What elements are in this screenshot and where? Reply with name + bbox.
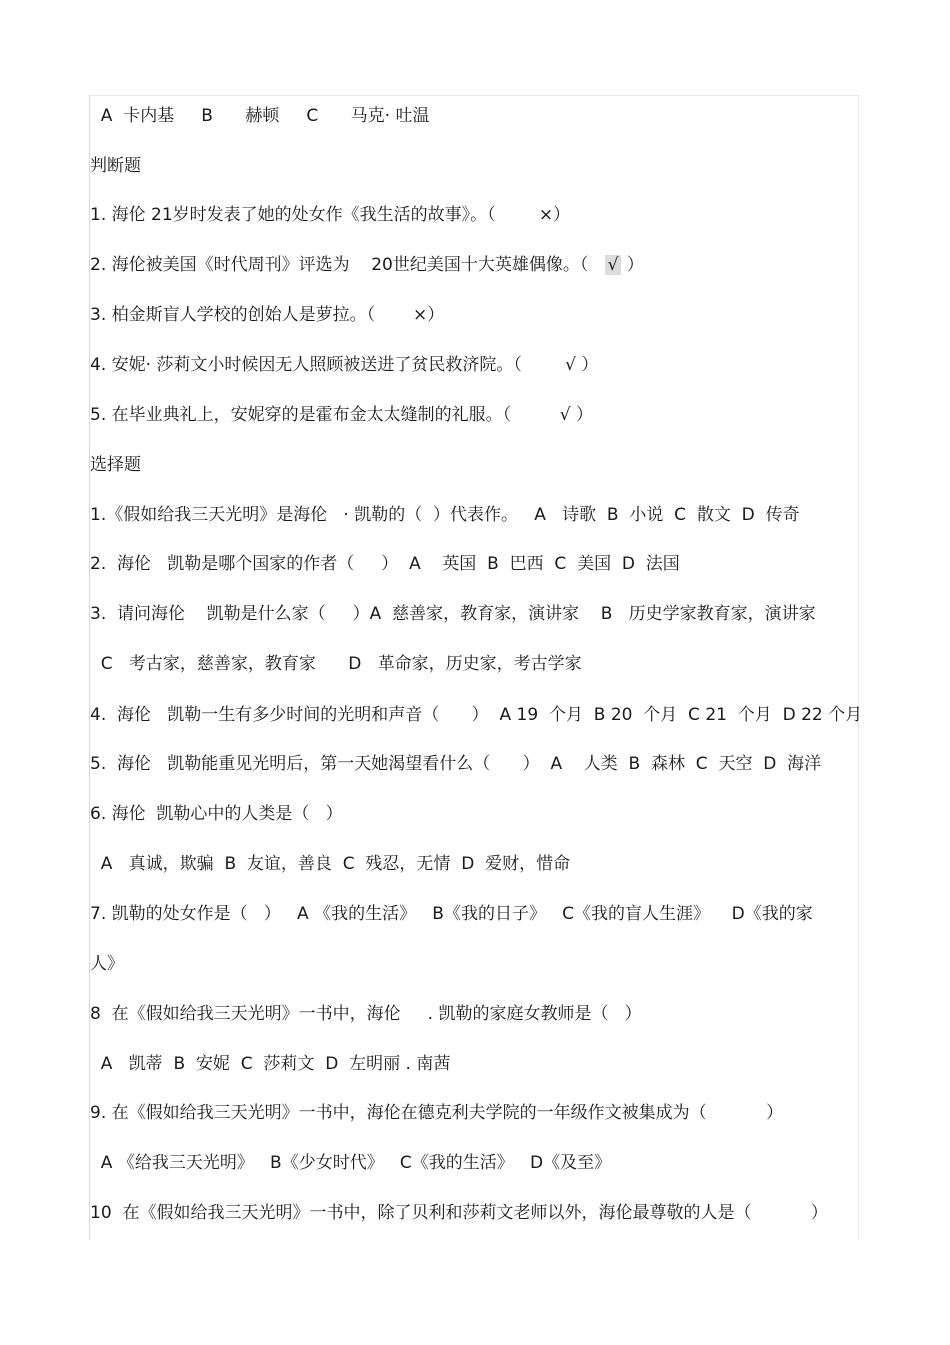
choice-item-9-options: A 《给我三天光明》 B《少女时代》 C《我的生活》 D《及至》: [90, 1153, 612, 1173]
judgment-item-2: [90, 254, 860, 276]
choice-item-3-cont: C 考古家，慈善家，教育家 D 革命家，历史家，考古学家: [90, 654, 582, 674]
choice-item-7: 7. 凯勒的处女作是（ ） A 《我的生活》 B《我的日子》 C《我的盲人生涯》 D《我的家: [90, 904, 813, 924]
answer-options-line: A 卡内基 B 赫顿 C 马克· 吐温: [90, 106, 430, 126]
section-heading-judgment: 判断题: [90, 156, 141, 176]
section-heading-choice: 选择题: [90, 455, 141, 475]
judgment-item-1: 1. 海伦 21岁时发表了她的处女作《我生活的故事》。（ ×）: [90, 205, 571, 225]
choice-item-2: 2. 海伦 凯勒是哪个国家的作者（ ） A 英国 B 巴西 C 美国 D 法国: [90, 554, 680, 574]
choice-item-1: 1.《假如给我三天光明》是海伦 · 凯勒的（ ）代表作。 A 诗歌 B 小说 C 散文 D 传奇: [90, 505, 800, 525]
check-mark-highlight: √: [605, 255, 622, 275]
choice-item-6: 6. 海伦 凯勒心中的人类是（ ）: [90, 804, 343, 824]
choice-item-7-cont: 人》: [90, 954, 124, 974]
judgment-item-2-close: ）: [621, 255, 644, 275]
choice-item-8-options: A 凯蒂 B 安妮 C 莎莉文 D 左明丽 . 南茜: [90, 1054, 451, 1074]
judgment-item-4: 4. 安妮· 莎莉文小时候因无人照顾被送进了贫民救济院。（ √ ）: [90, 355, 599, 375]
choice-item-5: 5. 海伦 凯勒能重见光明后，第一天她渴望看什么（ ） A 人类 B 森林 C 天空 D 海洋: [90, 754, 822, 774]
choice-item-4: 4. 海伦 凯勒一生有多少时间的光明和声音（ ） A 19 个月 B 20 个月 C 21 个月 D 22 个月: [90, 705, 863, 725]
choice-item-3: 3. 请问海伦 凯勒是什么家（ ）A 慈善家，教育家，演讲家 B 历史学家教育家，演讲家: [90, 604, 816, 624]
choice-item-8: 8 在《假如给我三天光明》一书中，海伦 . 凯勒的家庭女教师是（ ）: [90, 1004, 642, 1024]
choice-item-6-options: A 真诚，欺骗 B 友谊，善良 C 残忍，无情 D 爱财，惜命: [90, 854, 571, 874]
choice-item-10: 10 在《假如给我三天光明》一书中，除了贝利和莎莉文老师以外，海伦最尊敬的人是（ ）: [90, 1203, 828, 1223]
judgment-item-2-text: 2. 海伦被美国《时代周刊》评选为 20世纪美国十大英雄偶像。（: [90, 255, 605, 275]
judgment-item-5: 5. 在毕业典礼上，安妮穿的是霍布金太太缝制的礼服。（ √ ）: [90, 405, 593, 425]
judgment-item-3: 3. 柏金斯盲人学校的创始人是萝拉。（ ×）: [90, 305, 445, 325]
choice-item-9: 9. 在《假如给我三天光明》一书中，海伦在德克利夫学院的一年级作文被集成为（ ）: [90, 1103, 784, 1123]
